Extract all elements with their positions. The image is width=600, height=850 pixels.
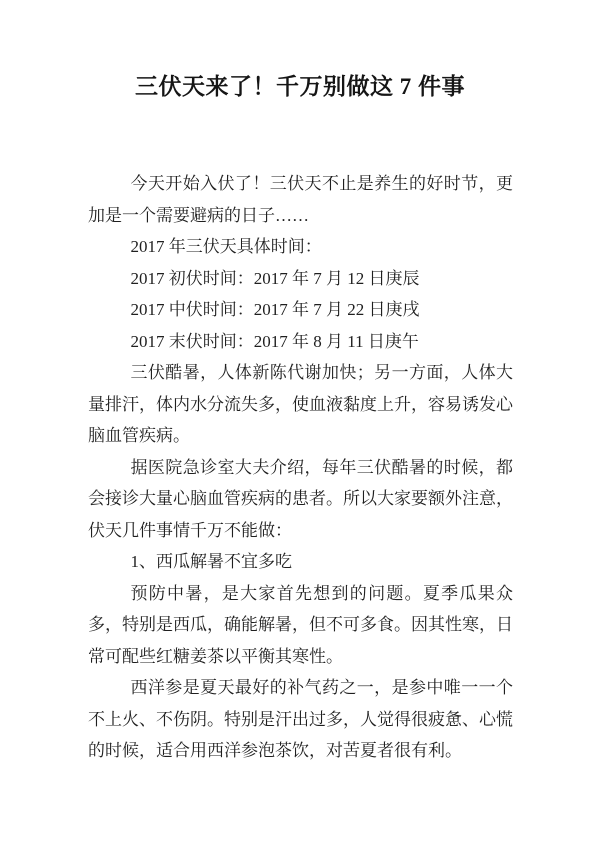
- paragraph-item-1-heading: 1、西瓜解暑不宜多吃: [130, 552, 292, 571]
- paragraph-mofu-date: 2017 末伏时间：2017 年 8 月 11 日庚午: [130, 331, 419, 351]
- paragraph-health-risk: 三伏酷暑，人体新陈代谢加快；另一方面，人体大量排汗，体内水分流失多，使血液黏度上升，容易诱发心脑血管疾病。: [88, 363, 513, 445]
- paragraph-chufu-date: 2017 初伏时间：2017 年 7 月 12 日庚辰: [130, 268, 420, 288]
- article-body: [88, 168, 513, 767]
- paragraph-doctor-advice: 据医院急诊室大夫介绍，每年三伏酷暑的时候，都会接诊大量心脑血管疾病的患者。所以大家要额外注意，伏天几件事情千万不能做：: [88, 457, 513, 540]
- article-title: 三伏天来了！千万别做这 7 件事: [135, 74, 465, 99]
- paragraph-zhongfu-date: 2017 中伏时间：2017 年 7 月 22 日庚戌: [130, 300, 420, 319]
- paragraph-schedule-head: 2017 年三伏天具体时间：: [130, 237, 322, 256]
- paragraph-intro: 今天开始入伏了！三伏天不止是养生的好时节，更加是一个需要避病的日子……: [88, 174, 513, 225]
- paragraph-ginseng: 西洋参是夏天最好的补气药之一，是参中唯一一个不上火、不伤阴。特别是汗出过多，人觉得很疲惫、心慌的时候，适合用西洋参泡茶饮，对苦夏者很有利。: [88, 678, 513, 760]
- paragraph-watermelon: 预防中暑，是大家首先想到的问题。夏季瓜果众多，特别是西瓜，确能解暑，但不可多食。因其性寒，日常可配些红糖姜茶以平衡其寒性。: [88, 583, 513, 666]
